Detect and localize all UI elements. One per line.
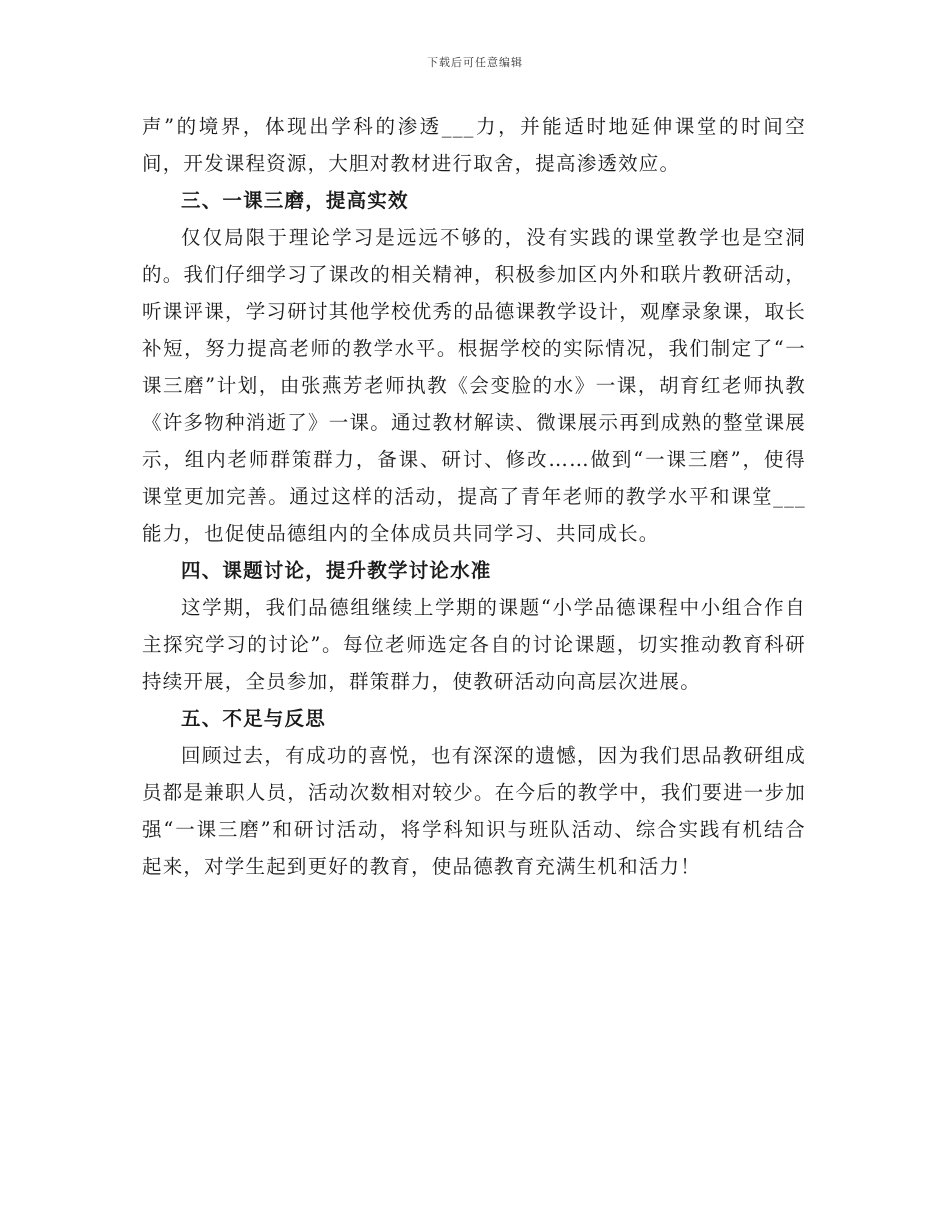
paragraph-section-5: 回顾过去，有成功的喜悦，也有深深的遗憾，因为我们思品教研组成员都是兼职人员，活动次数相对较少。在今后的教学中，我们要进一步加强“一课三磨”和研讨活动，将学科知识与班队活动、综合实践有机结合起来，对学生起到更好的教育，使品德教育充满生机和活力！ (142, 744, 806, 878)
paragraph-section-3: 仅仅局限于理论学习是远远不够的，没有实践的课堂教学也是空洞的。我们仔细学习了课改的相关精神，积极参加区内外和联片教研活动，听课评课，学习研讨其他学校优秀的品德课教学设计，观摩录象课，取长补短，努力提高老师的教学水平。根据学校的实际情况，我们制定了“一课三磨”计划，由张燕芳老师执教《会变脸的水》一课，胡育红老师执教《许多物种消逝了》一课。通过教材解读、微课展示再到成熟的整堂课展示，组内老师群策群力，备课、研讨、修改……做到“一课三磨”，使得课堂更加完善。通过这样的活动，提高了青年老师的教学水平和课堂___能力，也促使品德组内的全体成员共同学习、共同成长。 (142, 226, 806, 545)
section-heading-3: 三、一课三磨，提高实效 (181, 189, 409, 212)
document-body (142, 108, 806, 885)
section-heading-4: 四、课题讨论，提升教学讨论水准 (181, 559, 492, 582)
paragraph-section-4: 这学期，我们品德组继续上学期的课题“小学品德课程中小组合作自主探究学习的讨论”。每位老师选定各自的讨论课题，切实推动教育科研持续开展，全员参加，群策群力，使教研活动向高层次进展。 (142, 596, 806, 693)
paragraph-continuation: 声”的境界，体现出学科的渗透___力，并能适时地延伸课堂的时间空间，开发课程资源，大胆对教材进行取舍，提高渗透效应。 (142, 115, 806, 175)
section-heading-5: 五、不足与反思 (181, 707, 326, 730)
page-header: 下载后可任意编辑 (427, 56, 523, 69)
